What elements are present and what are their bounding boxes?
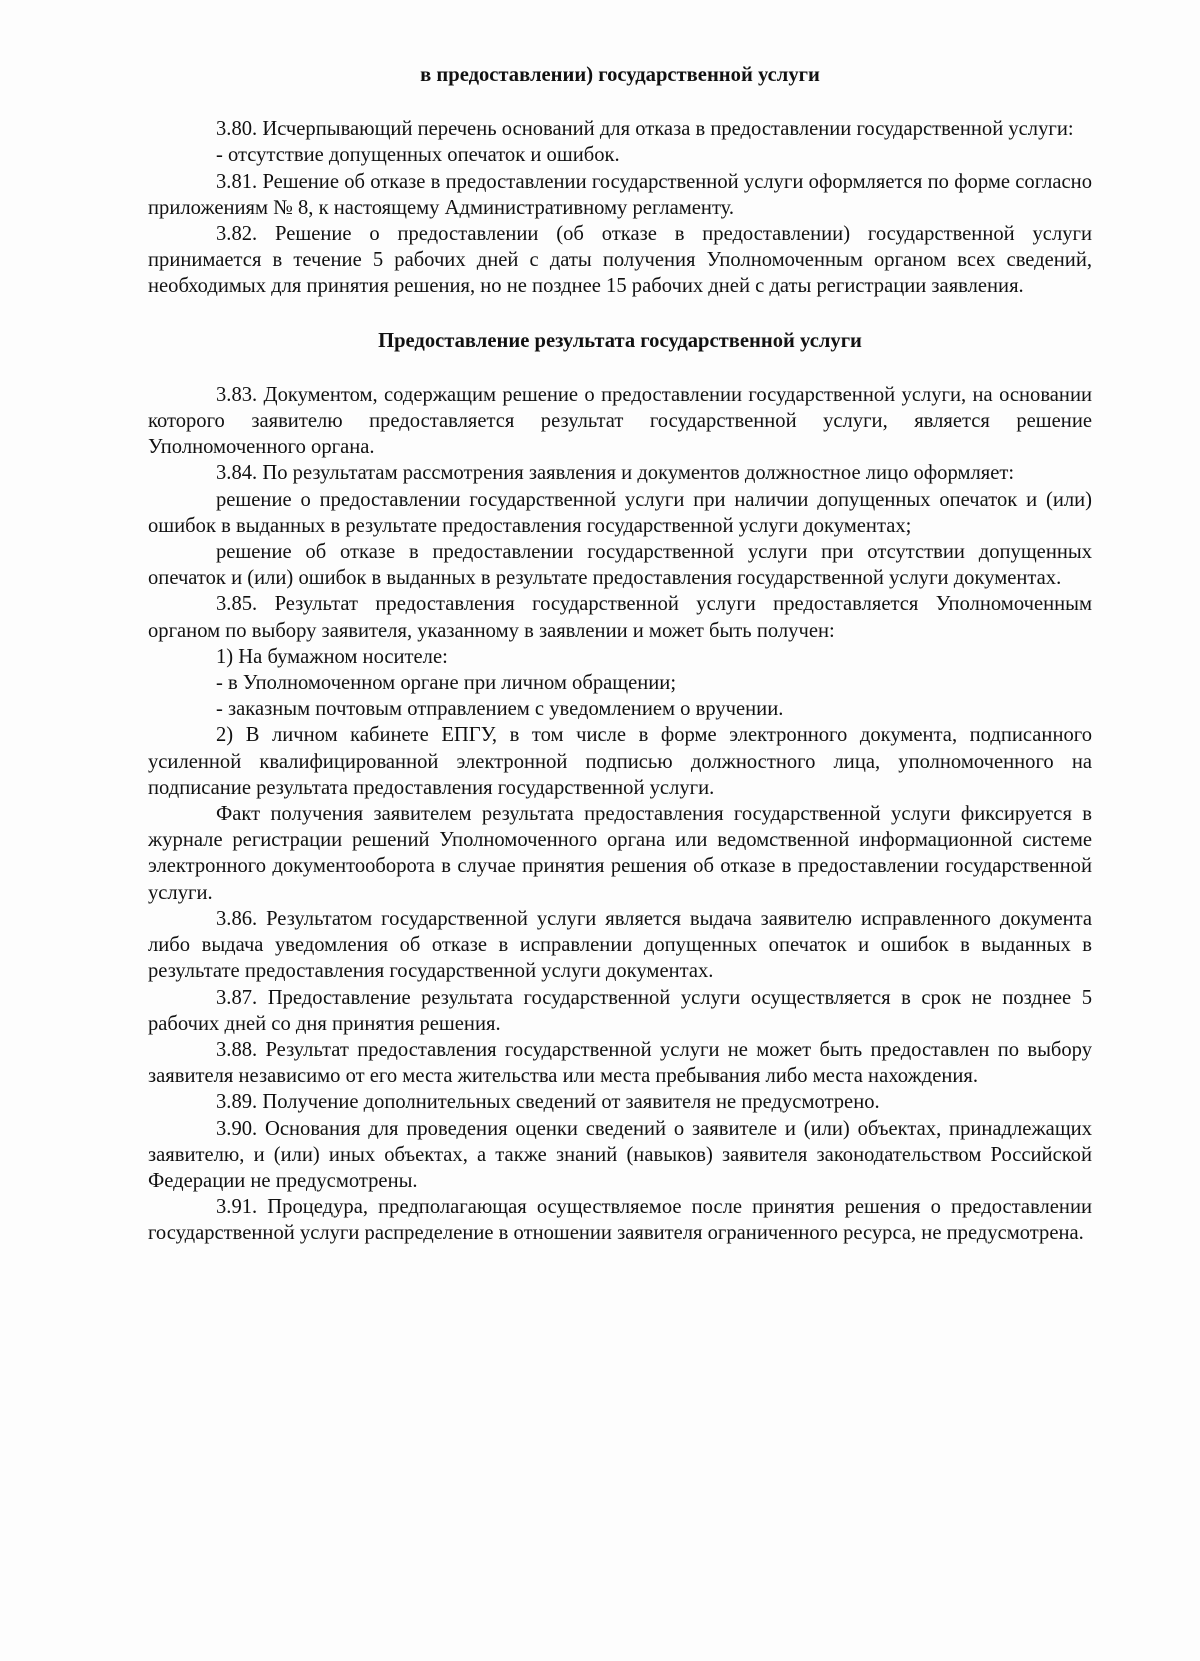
section-heading-result: Предоставление результата государственной услуги <box>378 329 862 352</box>
paragraph-3-83: 3.83. Документом, содержащим решение о предоставлении государственной услуги, на основании которого заявителю предоставляется результат государственной услуги, является решение Уполномоченного органа. <box>148 383 1092 459</box>
paragraph-3-87: 3.87. Предоставление результата государственной услуги осуществляется в срок не позднее 5 рабочих дней со дня принятия решения. <box>148 986 1092 1035</box>
paragraph-3-81: 3.81. Решение об отказе в предоставлении государственной услуги оформляется по форме согласно приложениям № 8, к настоящему Административному регламенту. <box>148 170 1092 219</box>
paragraph-3-80: 3.80. Исчерпывающий перечень оснований для отказа в предоставлении государственной услуги: <box>216 118 1074 141</box>
paragraph-3-86: 3.86. Результатом государственной услуги является выдача заявителю исправленного документа либо выдача уведомления об отказе в исправлении допущенных опечаток и ошибок в выданных в результате предоставления государственной услуги документах. <box>148 907 1092 983</box>
document-body <box>148 62 1092 1247</box>
list-item-paper: 1) На бумажном носителе: <box>216 645 448 668</box>
section-heading-top: в предоставлении) государственной услуги <box>420 64 820 86</box>
paragraph-3-91: 3.91. Процедура, предполагающая осуществляемое после принятия решения о предоставлении государственной услуги распределение в отношении заявителя ограниченного ресурса, не предусмотрена. <box>148 1196 1092 1245</box>
list-item-no-errors: - отсутствие допущенных опечаток и ошибок. <box>216 144 620 167</box>
paragraph-decision-refuse: решение об отказе в предоставлении государственной услуги при отсутствии допущенных опечаток и (или) ошибок в выданных в результате предоставления государственной услуги документах. <box>148 541 1092 590</box>
paragraph-3-89: 3.89. Получение дополнительных сведений от заявителя не предусмотрено. <box>216 1091 880 1114</box>
paragraph-decision-grant: решение о предоставлении государственной услуги при наличии допущенных опечаток и (или) ошибок в выданных в результате предоставления государственной услуги документах; <box>148 488 1092 537</box>
paragraph-receipt-fact: Факт получения заявителем результата предоставления государственной услуги фиксируется в журнале регистрации решений Уполномоченного органа или ведомственной информационной системе электронного документооборота в случае принятия решения об отказе в предоставлении государственной услуги. <box>148 803 1092 904</box>
paragraph-3-84: 3.84. По результатам рассмотрения заявления и документов должностное лицо оформляет: <box>216 462 1015 485</box>
paragraph-3-85: 3.85. Результат предоставления государственной услуги предоставляется Уполномоченным органом по выбору заявителя, указанному в заявлении и может быть получен: <box>148 593 1092 642</box>
paragraph-3-90: 3.90. Основания для проведения оценки сведений о заявителе и (или) объектах, принадлежащих заявителю, и (или) иных объектах, а также знаний (навыков) заявителя законодательством Российской Федерации не предусмотрены. <box>148 1117 1092 1192</box>
list-item-registered-mail: - заказным почтовым отправлением с уведомлением о вручении. <box>216 698 784 721</box>
list-item-in-person: - в Уполномоченном органе при личном обращении; <box>216 672 677 695</box>
paragraph-3-88: 3.88. Результат предоставления государственной услуги не может быть предоставлен по выбору заявителя независимо от его места жительства или места пребывания либо места нахождения. <box>148 1038 1092 1088</box>
list-item-epgu-cabinet: 2) В личном кабинете ЕПГУ, в том числе в форме электронного документа, подписанного усиленной квалифицированной электронной подписью должностного лица, уполномоченного на подписание результата предоставления государственной услуги. <box>148 724 1092 799</box>
paragraph-3-82: 3.82. Решение о предоставлении (об отказе в предоставлении) государственной услуги принимается в течение 5 рабочих дней с даты получения Уполномоченным органом всех сведений, необходимых для принятия решения, но не позднее 15 рабочих дней с даты регистрации заявления. <box>148 223 1092 298</box>
